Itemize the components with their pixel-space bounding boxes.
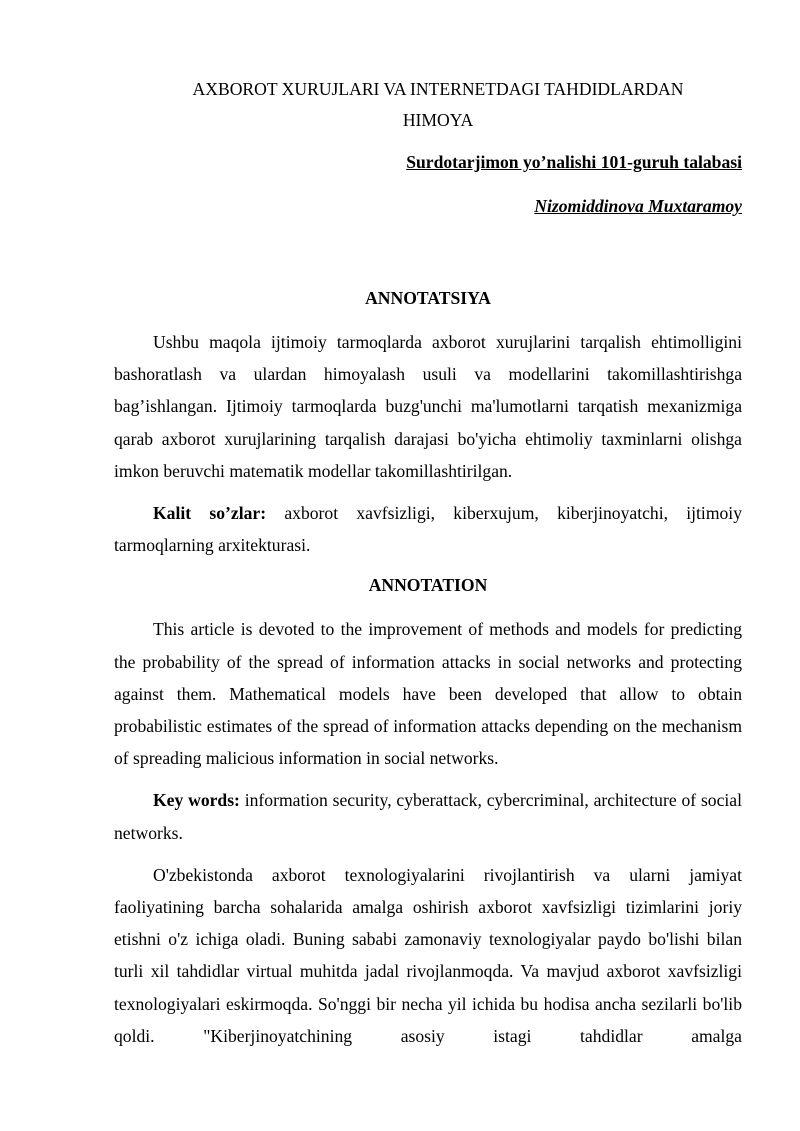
annotation-en-keywords bbox=[114, 784, 742, 848]
keywords-label-en: Key words: bbox=[153, 790, 240, 811]
body-paragraph-1: O'zbekistonda axborot texnologiyalarini rivojlantirish va ularni jamiyat faoliyatining barcha sohalarida amalga oshirish axborot xavfsizligi tizimlarini joriy etishni o'z ichiga oladi. Buning sababi zamonaviy texnologiyalar paydo bo'lishi bilan turli xil tahdidlar virtual muhitda jadal rivojlanmoqda. Va mavjud axborot xavfsizligi texnologiyalari eskirmoqda. So'nggi bir necha yil ichida bu hodisa ancha sezilarli bo'lib qoldi. "Kiberjinoyatchining asosiy istagi tahdidlar amalga bbox=[114, 864, 742, 1046]
author-affiliation: Surdotarjimon yo’nalishi 101-guruh talabasi bbox=[406, 152, 742, 172]
article-title bbox=[114, 0, 742, 136]
keywords-text-uz: axborot xavfsizligi, kiberxujum, kiberjinoyatchi, ijtimoiy tarmoqlarning arxitekturasi. bbox=[114, 503, 742, 556]
annotation-uz-keywords bbox=[114, 497, 742, 561]
annotation-en-heading: ANNOTATION bbox=[368, 575, 488, 596]
keywords-text-en: information security, cyberattack, cybercriminal, architecture of social networks. bbox=[114, 790, 742, 843]
article-title-line-1: AXBOROT XURUJLARI VA INTERNETDAGI TAHDIDLARDAN bbox=[192, 79, 684, 99]
keywords-label-uz: Kalit so’zlar: bbox=[153, 503, 267, 524]
annotation-uz-heading: ANNOTATSIYA bbox=[365, 288, 491, 308]
annotation-uz-text: Ushbu maqola ijtimoiy tarmoqlarda axborot xurujlarini tarqalish ehtimolligini bashoratlash va ulardan himoyalash usuli va modellarini takomillashtirishga bag’ishlangan. Ijtimoiy tarmoqlarda buzg'unchi ma'lumotlarni tarqatish mexanizmiga qarab axborot xurujlarining tarqalish darajasi bo'yicha ehtimoliy taxminlarni olishga imkon beruvchi matematik modellar takomillashtirilgan. bbox=[114, 332, 742, 481]
author-name: Nizomiddinova Muxtaramoy bbox=[534, 196, 742, 216]
article-title-line-2: HIMOYA bbox=[402, 110, 474, 130]
annotation-en-text: This article is devoted to the improvement of methods and models for predicting the probability of the spread of information attacks in social networks and protecting against them. Mathematical models have been developed that allow to obtain probabilistic estimates of the spread of information attacks depending on the mechanism of spreading malicious information in social networks. bbox=[114, 619, 742, 769]
